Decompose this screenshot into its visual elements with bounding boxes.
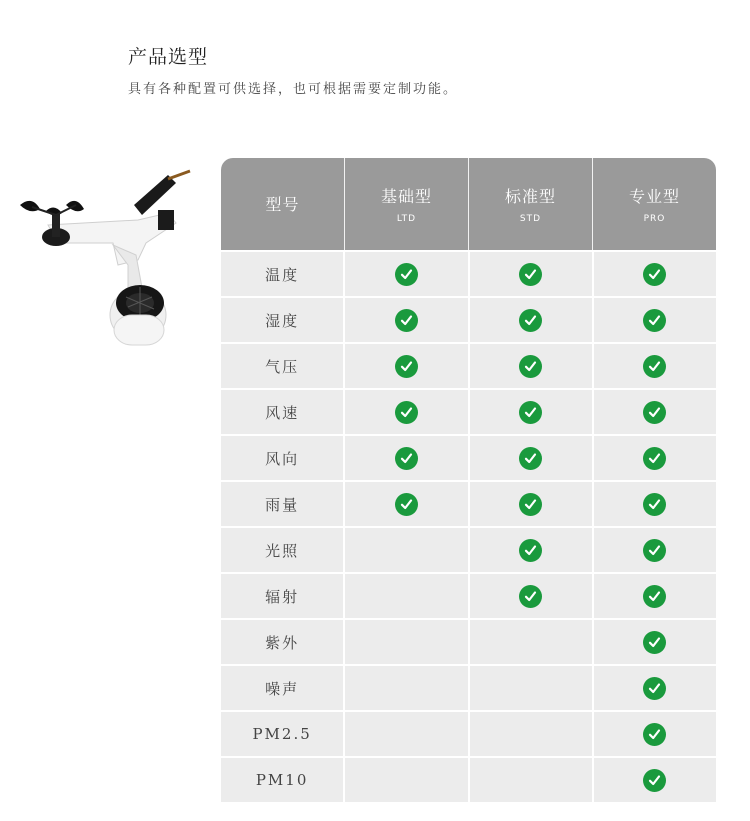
feature-label: 风向 [265, 449, 300, 468]
check-icon [519, 493, 542, 516]
cell-pro [592, 528, 716, 572]
check-icon [519, 585, 542, 608]
feature-cell [221, 482, 343, 526]
feature-cell [221, 528, 343, 572]
cell-pro [592, 712, 716, 756]
page-title: 产品选型 [128, 46, 209, 68]
check-icon [643, 677, 666, 700]
table-row [221, 712, 716, 756]
table-row [221, 252, 716, 296]
table-row [221, 758, 716, 802]
feature-cell [221, 666, 343, 710]
cell-std [468, 528, 592, 572]
cell-std [468, 574, 592, 618]
feature-label: 气压 [265, 357, 300, 376]
feature-label: 紫外 [265, 633, 300, 652]
check-icon [395, 355, 418, 378]
check-icon [519, 539, 542, 562]
cell-pro [592, 298, 716, 342]
column-header-code: LTD [396, 214, 417, 224]
cell-ltd [343, 436, 467, 480]
cell-ltd [343, 482, 467, 526]
feature-label: 噪声 [265, 679, 300, 698]
check-icon [519, 447, 542, 470]
feature-cell [221, 758, 343, 802]
table-row [221, 298, 716, 342]
check-icon [519, 401, 542, 424]
cell-std [468, 344, 592, 388]
feature-label: 雨量 [265, 495, 300, 514]
column-header-label: 标准型 [504, 187, 556, 206]
cell-pro [592, 390, 716, 434]
feature-cell [221, 252, 343, 296]
feature-label: PM2.5 [252, 725, 312, 743]
cell-std [468, 436, 592, 480]
table-row [221, 344, 716, 388]
cell-pro [592, 666, 716, 710]
cell-ltd [343, 344, 467, 388]
cell-pro [592, 436, 716, 480]
table-row [221, 666, 716, 710]
cell-std [468, 666, 592, 710]
feature-label: PM10 [255, 771, 309, 789]
check-icon [395, 309, 418, 332]
check-icon [643, 447, 666, 470]
column-header-pro [592, 158, 716, 250]
cell-std [468, 390, 592, 434]
cell-ltd [343, 390, 467, 434]
cell-ltd [343, 252, 467, 296]
feature-label: 温度 [265, 265, 300, 284]
cell-ltd [343, 574, 467, 618]
cell-std [468, 620, 592, 664]
check-icon [643, 723, 666, 746]
column-header-label: 基础型 [380, 187, 432, 206]
column-header-label: 型号 [265, 194, 300, 214]
cell-ltd [343, 666, 467, 710]
table-body [221, 252, 716, 802]
feature-label: 湿度 [265, 311, 300, 330]
feature-cell [221, 712, 343, 756]
table-row [221, 436, 716, 480]
feature-cell [221, 344, 343, 388]
table-row [221, 620, 716, 664]
table-header [221, 158, 716, 250]
feature-cell [221, 298, 343, 342]
cell-std [468, 298, 592, 342]
cell-pro [592, 574, 716, 618]
page-subtitle: 具有各种配置可供选择，也可根据需要定制功能。 [128, 82, 459, 97]
check-icon [643, 585, 666, 608]
feature-label: 辐射 [265, 587, 300, 606]
check-icon [395, 493, 418, 516]
check-icon [395, 401, 418, 424]
feature-label: 风速 [265, 403, 300, 422]
feature-cell [221, 620, 343, 664]
table-row [221, 482, 716, 526]
feature-cell [221, 436, 343, 480]
check-icon [643, 539, 666, 562]
cell-pro [592, 482, 716, 526]
table-row [221, 574, 716, 618]
column-header-model [221, 158, 344, 250]
check-icon [643, 769, 666, 792]
cell-ltd [343, 298, 467, 342]
cell-pro [592, 620, 716, 664]
cell-ltd [343, 712, 467, 756]
check-icon [643, 309, 666, 332]
check-icon [519, 263, 542, 286]
check-icon [395, 263, 418, 286]
cell-std [468, 252, 592, 296]
column-header-std [468, 158, 592, 250]
table-row [221, 390, 716, 434]
check-icon [395, 447, 418, 470]
column-header-code: STD [519, 214, 542, 224]
cell-ltd [343, 620, 467, 664]
check-icon [643, 493, 666, 516]
check-icon [643, 263, 666, 286]
feature-cell [221, 390, 343, 434]
cell-std [468, 482, 592, 526]
table-row [221, 528, 716, 572]
column-header-code: PRO [643, 214, 666, 224]
model-comparison-table [221, 158, 716, 802]
weather-station-image [18, 165, 208, 365]
cell-std [468, 712, 592, 756]
check-icon [643, 401, 666, 424]
feature-label: 光照 [265, 541, 300, 560]
check-icon [519, 355, 542, 378]
column-header-ltd [344, 158, 468, 250]
cell-pro [592, 344, 716, 388]
check-icon [643, 631, 666, 654]
cell-pro [592, 758, 716, 802]
cell-ltd [343, 528, 467, 572]
column-header-label: 专业型 [628, 187, 680, 206]
check-icon [643, 355, 666, 378]
check-icon [519, 309, 542, 332]
cell-pro [592, 252, 716, 296]
cell-std [468, 758, 592, 802]
feature-cell [221, 574, 343, 618]
cell-ltd [343, 758, 467, 802]
